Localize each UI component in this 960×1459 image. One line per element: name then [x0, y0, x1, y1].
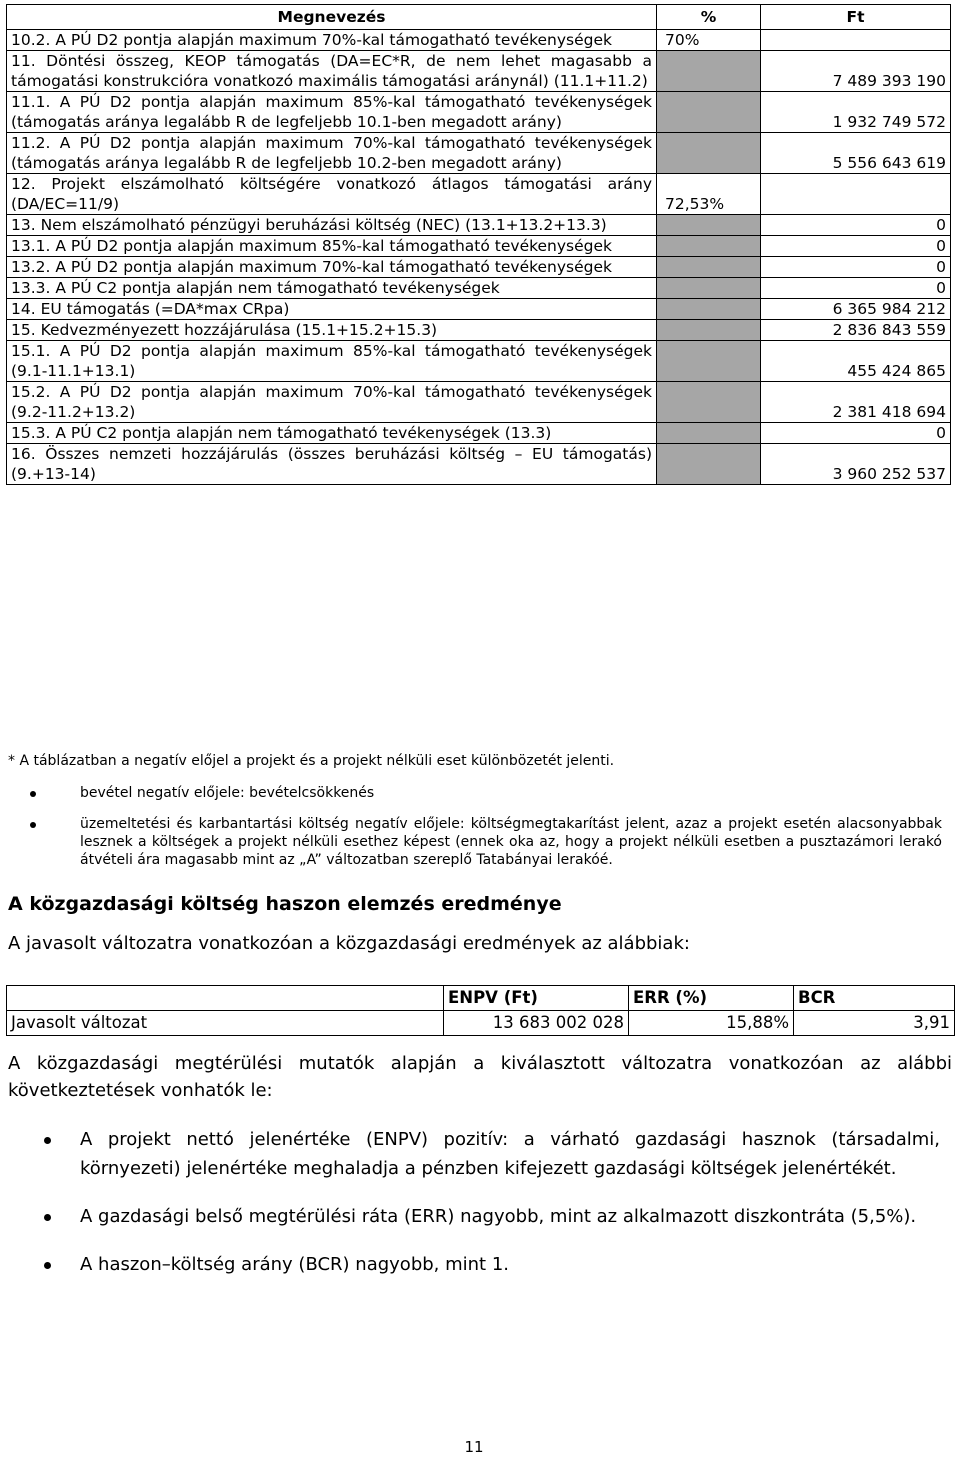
row-percent [657, 423, 761, 444]
list-item [44, 1202, 940, 1231]
row-name: 15.3. A PÚ C2 pontja alapján nem támogatható tevékenységek (13.3) [7, 423, 657, 444]
row-value: 7 489 393 190 [761, 51, 951, 92]
list-item [30, 815, 942, 869]
row-value: 1 932 749 572 [761, 92, 951, 133]
support-table [6, 4, 951, 485]
sign-notes [30, 784, 942, 882]
row-name: 11.1. A PÚ D2 pontja alapján maximum 85%-kal támogatható tevékenységek (támogatás aránya legalább R de legfeljebb 10.1-ben megadott arány) [7, 92, 657, 133]
table-row [7, 257, 951, 278]
row-value: 2 836 843 559 [761, 320, 951, 341]
row-value: 0 [761, 215, 951, 236]
table-row [7, 444, 951, 485]
row-value [761, 30, 951, 51]
table-row [7, 278, 951, 299]
row-percent [657, 236, 761, 257]
page-number: 11 [464, 1438, 484, 1456]
row-value: 5 556 643 619 [761, 133, 951, 174]
row-name: 11. Döntési összeg, KEOP támogatás (DA=EC*R, de nem lehet magasabb a támogatási konstrukcióra vonatkozó maximális támogatási aránynál) (11.1+11.2) [7, 51, 657, 92]
header-percent: % [657, 5, 761, 30]
bullet-icon [30, 791, 36, 797]
row-name: 16. Összes nemzeti hozzájárulás (összes beruházási költség – EU támogatás) (9.+13-14) [7, 444, 657, 485]
list-item [44, 1250, 940, 1279]
row-percent [657, 382, 761, 423]
header-name: Megnevezés [7, 5, 657, 30]
support-table-header [7, 5, 951, 30]
table-row [7, 92, 951, 133]
row-percent [657, 92, 761, 133]
list-item [44, 1125, 940, 1183]
row-name: 11.2. A PÚ D2 pontja alapján maximum 70%-kal támogatható tevékenységek (támogatás aránya legalább R de legfeljebb 10.2-ben megadott arány) [7, 133, 657, 174]
results-enpv: 13 683 002 028 [444, 1011, 629, 1036]
table-row [7, 382, 951, 423]
row-name: 13.3. A PÚ C2 pontja alapján nem támogatható tevékenységek [7, 278, 657, 299]
row-value: 2 381 418 694 [761, 382, 951, 423]
results-header-row [7, 986, 955, 1011]
header-ft: Ft [761, 5, 951, 30]
table-row [7, 30, 951, 51]
row-percent [657, 444, 761, 485]
row-name: 13.1. A PÚ D2 pontja alapján maximum 85%-kal támogatható tevékenységek [7, 236, 657, 257]
row-percent [657, 51, 761, 92]
bullet-icon [30, 822, 36, 828]
row-name: 13.2. A PÚ D2 pontja alapján maximum 70%-kal támogatható tevékenységek [7, 257, 657, 278]
intro-text: A javasolt változatra vonatkozóan a közgazdasági eredmények az alábbiak: [8, 933, 690, 954]
row-name: 13. Nem elszámolható pénzügyi beruházási költség (NEC) (13.1+13.2+13.3) [7, 215, 657, 236]
table-row [7, 320, 951, 341]
row-percent: 72,53% [657, 174, 761, 215]
bullet-icon [44, 1137, 51, 1144]
results-variant: Javasolt változat [7, 1011, 444, 1036]
row-percent [657, 278, 761, 299]
row-percent [657, 215, 761, 236]
table-row [7, 299, 951, 320]
bullet-text: A projekt nettó jelenértéke (ENPV) pozitív: a várható gazdasági hasznok (társadalmi, környezeti) jelenértéke meghaladja a pénzben kifejezett gazdasági költségek jelenértékét. [80, 1129, 940, 1179]
bullet-text: A haszon–költség arány (BCR) nagyobb, mint 1. [80, 1254, 510, 1275]
row-name: 15. Kedvezményezett hozzájárulása (15.1+15.2+15.3) [7, 320, 657, 341]
row-value: 0 [761, 236, 951, 257]
table-row [7, 236, 951, 257]
results-header-err: ERR (%) [629, 986, 794, 1011]
row-value: 0 [761, 423, 951, 444]
section-title: A közgazdasági költség haszon elemzés eredménye [8, 893, 562, 915]
row-percent [657, 299, 761, 320]
row-value: 3 960 252 537 [761, 444, 951, 485]
table-row [7, 51, 951, 92]
bullet-text: A gazdasági belső megtérülési ráta (ERR) nagyobb, mint az alkalmazott diszkontráta (5,5%). [80, 1206, 917, 1227]
note-text: üzemeltetési és karbantartási költség negatív előjele: költségmegtakarítást jelent, azaz a projekt esetén alacsonyabbak lesznek a költségek a projekt nélküli esethez képest (ennek oka az, hogy a projekt nélküli esetben a pusztazámori lerakó átvételi ára magasabb mint az „A” változatban szereplő Tatabányai lerakóé. [80, 816, 942, 868]
row-value [761, 174, 951, 215]
bullet-icon [44, 1214, 51, 1221]
row-name: 15.2. A PÚ D2 pontja alapján maximum 70%-kal támogatható tevékenységek (9.2-11.2+13.2) [7, 382, 657, 423]
row-percent [657, 133, 761, 174]
results-header-bcr: BCR [794, 986, 955, 1011]
conclusion-text: A közgazdasági megtérülési mutatók alapján a kiválasztott változatra vonatkozóan az alábbi következtetések vonhatók le: [8, 1053, 952, 1101]
bullet-icon [44, 1262, 51, 1269]
row-value: 0 [761, 278, 951, 299]
table-row [7, 423, 951, 444]
conclusion-bullets [44, 1125, 940, 1298]
results-err: 15,88% [629, 1011, 794, 1036]
row-value: 0 [761, 257, 951, 278]
results-header-enpv: ENPV (Ft) [444, 986, 629, 1011]
results-bcr: 3,91 [794, 1011, 955, 1036]
row-percent: 70% [657, 30, 761, 51]
row-percent [657, 257, 761, 278]
row-name: 15.1. A PÚ D2 pontja alapján maximum 85%-kal támogatható tevékenységek (9.1-11.1+13.1) [7, 341, 657, 382]
table-row [7, 215, 951, 236]
footnote: * A táblázatban a negatív előjel a projekt és a projekt nélküli eset különbözetét jelenti. [8, 753, 615, 769]
results-header-blank [7, 986, 444, 1011]
table-row [7, 174, 951, 215]
results-table [6, 985, 955, 1036]
row-name: 12. Projekt elszámolható költségére vonatkozó átlagos támogatási arány (DA/EC=11/9) [7, 174, 657, 215]
list-item [30, 784, 942, 802]
row-name: 10.2. A PÚ D2 pontja alapján maximum 70%-kal támogatható tevékenységek [7, 30, 657, 51]
row-percent [657, 320, 761, 341]
table-row [7, 133, 951, 174]
row-percent [657, 341, 761, 382]
row-value: 6 365 984 212 [761, 299, 951, 320]
note-text: bevétel negatív előjele: bevételcsökkenés [80, 785, 375, 801]
table-row [7, 341, 951, 382]
table-row [7, 1011, 955, 1036]
row-name: 14. EU támogatás (=DA*max CRpa) [7, 299, 657, 320]
row-value: 455 424 865 [761, 341, 951, 382]
